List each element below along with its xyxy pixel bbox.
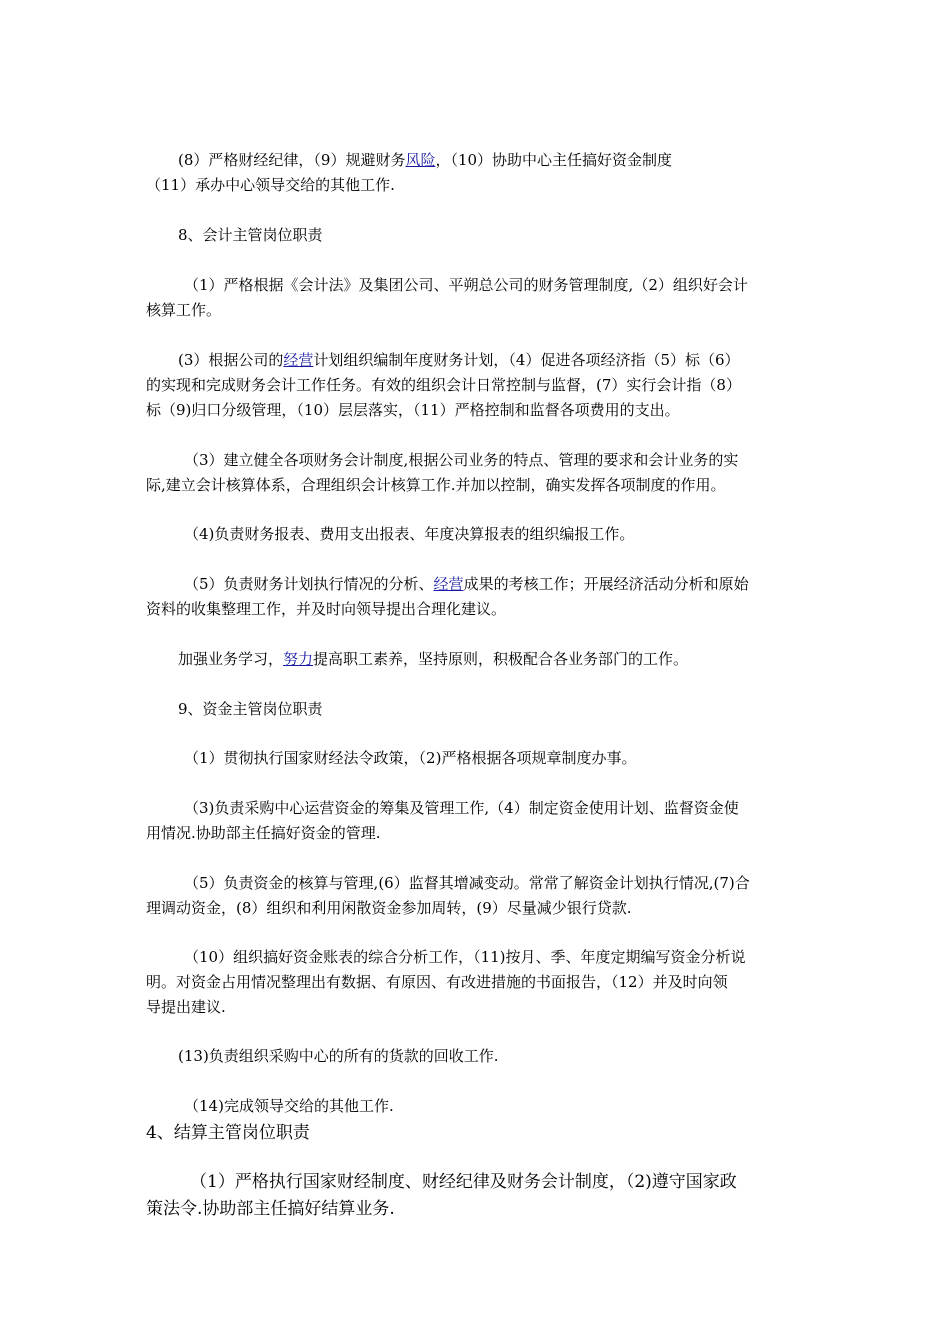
paragraph-accounting-1-2: （1）严格根据《会计法》及集团公司、平朔总公司的财务管理制度,（2）组织好会计 核算工作。: [146, 276, 748, 319]
paragraph-study: 加强业务学习，努力提高职工素养，坚持原则，积极配合各业务部门的工作。: [178, 650, 689, 668]
link-effort[interactable]: 努力: [283, 650, 314, 668]
paragraph-accounting-3-11: (3）根据公司的经营计划组织编制年度财务计划，（4）促进各项经济指（5）标（6） 的实现和完成财务会计工作任务。有效的组织会计日常控制与监督，(7）实行会计指（8） 标（9)归口分级管理，（10）层层落实，（11）严格控制和监督各项费用的支出。: [146, 351, 741, 419]
paragraph-fund-3-4: （3)负责采购中心运营资金的筹集及管理工作,（4）制定资金使用计划、监督资金使 用情况.协助部主任搞好资金的管理.: [146, 799, 739, 842]
heading-settlement-supervisor: 4、结算主管岗位职责: [146, 1123, 310, 1143]
paragraph-plan-analysis: （5）负责财务计划执行情况的分析、经营成果的考核工作；开展经济活动分析和原始 资料的收集整理工作，并及时向领导提出合理化建议。: [146, 575, 749, 618]
paragraph-fund-5-9: （5）负责资金的核算与管理,(6）监督其增减变动。常常了解资金计划执行情况,(7)合 理调动资金，(8）组织和利用闲散资金参加周转，(9）尽量减少银行贷款.: [146, 874, 750, 917]
paragraph-fund-14: （14)完成领导交给的其他工作.: [184, 1097, 394, 1115]
paragraph-settlement-1-2: （1）严格执行国家财经制度、财经纪律及财务会计制度，（2)遵守国家政 策法令.协助部主任搞好结算业务.: [146, 1172, 737, 1219]
heading-accounting-supervisor: 8、会计主管岗位职责: [178, 226, 323, 244]
link-risk[interactable]: 风险: [405, 151, 436, 169]
paragraph-duties-8-11: (8）严格财经纪律，（9）规避财务风险，（10）协助中心主任搞好资金制度 （11）承办中心领导交给的其他工作.: [146, 151, 673, 194]
paragraph-fund-13: (13)负责组织采购中心的所有的货款的回收工作.: [178, 1047, 499, 1065]
paragraph-reports: （4)负责财务报表、费用支出报表、年度决算报表的组织编报工作。: [184, 525, 635, 543]
heading-fund-supervisor: 9、资金主管岗位职责: [178, 700, 323, 718]
link-operation-2[interactable]: 经营: [433, 575, 464, 593]
paragraph-fund-10-12: （10）组织搞好资金账表的综合分析工作，（11)按月、季、年度定期编写资金分析说 明。对资金占用情况整理出有数据、有原因、有改进措施的书面报告，（12）并及时向领 导提出建议.: [146, 948, 746, 1016]
paragraph-fund-1-2: （1）贯彻执行国家财经法令政策，（2)严格根据各项规章制度办事。: [184, 749, 637, 767]
link-operation[interactable]: 经营: [283, 351, 314, 369]
paragraph-accounting-system: （3）建立健全各项财务会计制度,根据公司业务的特点、管理的要求和会计业务的实 际,建立会计核算体系，合理组织会计核算工作.并加以控制，确实发挥各项制度的作用。: [146, 451, 739, 494]
